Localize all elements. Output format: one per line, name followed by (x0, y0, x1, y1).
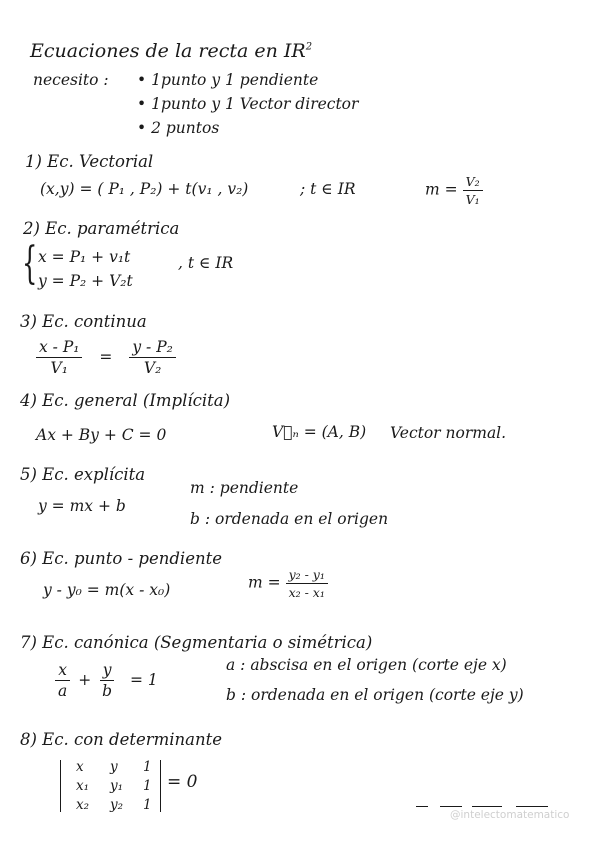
section-7-frac2-den: b (102, 682, 113, 700)
section-4-heading: 4) Ec. general (Implícita) (20, 391, 231, 410)
determinant-cell: 1 (143, 759, 152, 775)
section-4-equation: Ax + By + C = 0 (36, 426, 167, 444)
section-5-note-2: b : ordenada en el origen (190, 510, 389, 528)
section-3-equation (36, 338, 176, 377)
section-7-frac2 (99, 661, 115, 700)
determinant-cell: 1 (143, 778, 152, 794)
needs-item-1: • 1punto y 1 pendiente (137, 71, 319, 89)
section-1-slope-fraction (463, 174, 483, 207)
needs-item-2: • 1punto y 1 Vector director (137, 95, 359, 113)
section-4-vector-normal-label: Vector normal. (390, 424, 507, 442)
section-2-domain: , t ∈ IR (178, 254, 234, 272)
section-6-slope-den: x₂ - x₁ (288, 585, 325, 600)
section-7-frac1-num: x (55, 661, 70, 681)
section-7-note-1: a : abscisa en el origen (corte eje x) (226, 656, 507, 674)
section-2-line2: y = P₂ + V₂t (38, 272, 133, 290)
section-6-equation: y - y₀ = m(x - x₀) (43, 581, 171, 599)
section-3-rhs-fraction (129, 338, 176, 377)
determinant-cell: y₁ (110, 778, 124, 794)
section-2-brace: { (22, 238, 38, 289)
section-6-slope-lhs: m = (248, 573, 281, 592)
section-3-equals: = (99, 347, 113, 366)
section-2-heading: 2) Ec. paramétrica (23, 219, 180, 238)
section-3-lhs-den: V₁ (50, 359, 68, 377)
section-6-slope-num: y₂ - y₁ (286, 567, 328, 584)
needs-item-1-text: 1punto y 1 pendiente (151, 71, 319, 89)
section-3-heading: 3) Ec. continua (20, 312, 147, 331)
section-6-slope-fraction (286, 567, 328, 600)
section-4-vector-normal: V⃗ₙ = (A, B) (272, 423, 367, 441)
determinant-cell: y₂ (110, 797, 124, 813)
section-1-heading: 1) Ec. Vectorial (25, 152, 154, 171)
section-7-note-2: b : ordenada en el origen (corte eje y) (226, 686, 524, 704)
section-1-slope (425, 174, 483, 207)
determinant-cell: y (110, 759, 118, 775)
determinant-cell: 1 (143, 797, 152, 813)
section-5-note-1: m : pendiente (190, 479, 299, 497)
section-7-rhs: = 1 (130, 670, 158, 689)
section-7-equation (55, 661, 158, 700)
title-superscript: 2 (305, 41, 313, 53)
section-7-frac1-den: a (58, 682, 68, 700)
section-6-slope (248, 567, 328, 600)
section-1-slope-lhs: m = (425, 180, 458, 199)
determinant-right-bar (160, 760, 161, 812)
section-8-heading: 8) Ec. con determinante (20, 730, 223, 749)
needs-item-3: • 2 puntos (137, 119, 220, 137)
section-1-slope-num: V₂ (463, 174, 483, 191)
section-7-frac2-num: y (100, 661, 115, 681)
watermark: @intelectomatematico (450, 809, 570, 821)
section-3-lhs-fraction (36, 338, 82, 377)
section-8-rhs: = 0 (167, 772, 198, 792)
section-1-equation: (x,y) = ( P₁ , P₂) + t(v₁ , v₂) (40, 180, 249, 198)
section-3-lhs-num: x - P₁ (36, 338, 82, 358)
section-2-line1: x = P₁ + v₁t (38, 248, 131, 266)
decorative-dash (516, 806, 548, 807)
section-3-rhs-num: y - P₂ (129, 338, 176, 358)
page-title (30, 40, 312, 62)
needs-item-3-text: 2 puntos (151, 119, 220, 137)
needs-item-2-text: 1punto y 1 Vector director (151, 95, 359, 113)
determinant-cell: x₁ (76, 778, 90, 794)
section-3-rhs-den: V₂ (143, 359, 162, 377)
decorative-dash (416, 806, 428, 807)
section-1-slope-den: V₁ (465, 192, 480, 207)
section-5-equation: y = mx + b (38, 497, 126, 515)
determinant-left-bar (60, 760, 61, 812)
needs-label: necesito : (33, 71, 109, 89)
section-7-heading: 7) Ec. canónica (Segmentaria o simétrica) (20, 633, 373, 652)
determinant-cell: x (76, 759, 84, 775)
section-7-frac1 (55, 661, 70, 700)
section-5-heading: 5) Ec. explícita (20, 465, 146, 484)
section-7-plus: + (78, 670, 92, 689)
title-text: Ecuaciones de la recta en IR (30, 40, 306, 62)
section-6-heading: 6) Ec. punto - pendiente (20, 549, 222, 568)
determinant-cell: x₂ (76, 797, 90, 813)
decorative-dash (472, 806, 502, 807)
decorative-dash (440, 806, 462, 807)
section-1-domain: ; t ∈ IR (300, 180, 356, 198)
